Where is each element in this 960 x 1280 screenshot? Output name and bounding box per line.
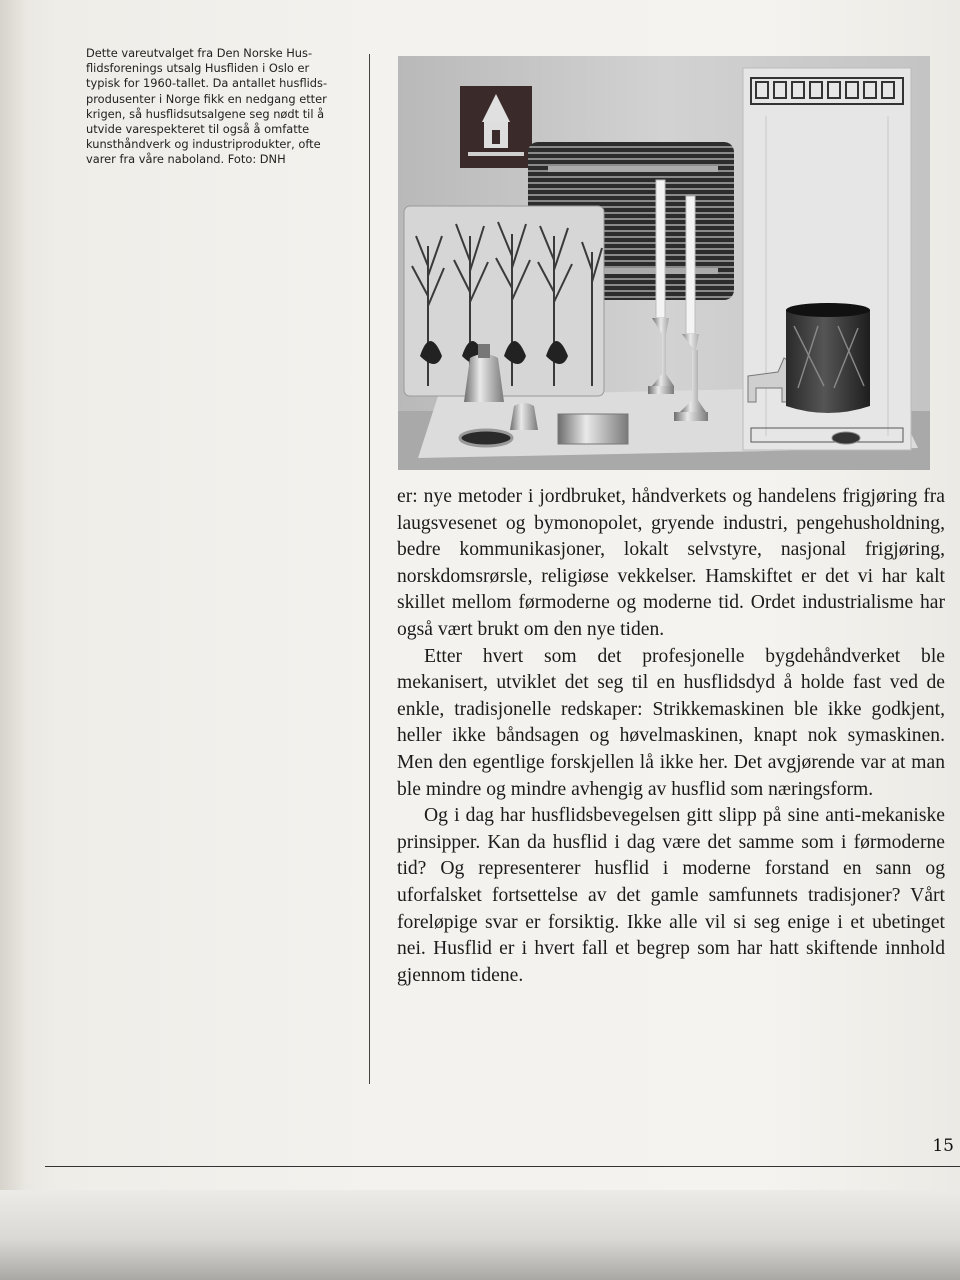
body-text [397, 484, 945, 989]
footer-rule [45, 1166, 960, 1167]
page-bottom-edge [0, 1190, 960, 1280]
caption-line: produsenter i Norge fikk en nedgang etter [86, 91, 327, 106]
page-gutter-shadow [0, 0, 26, 1280]
paragraph: er: nye metoder i jordbruket, håndverkets og handelens frigjøring fra laugsvesenet og bymonopolet, gryende industri, pengehusholdning, bedre kommunikasjoner, lokalt selvstyre, nasjonal frigjøring, norskdomsrørsle, religiøse vekkelser. Hamskiftet er det vi har kalt skillet mellom førmoderne og moderne tid. Ordet industrialisme har også vært brukt om den nye tiden. [397, 486, 945, 640]
caption-line: krigen, så husflidsutsalgene seg nødt til å [86, 106, 325, 121]
metal-box [558, 414, 628, 444]
ceramic-vase [786, 303, 870, 413]
paragraph: Og i dag har husflidsbevegelsen gitt slipp på sine anti-mekaniske prinsipper. Kan da husflid i dag være det samme som i førmoderne tid? Og representerer husflid i moderne forstand en sann og uforfalsket fortsettelse av det gamle samfunnets tradisjoner? Vårt foreløpige svar er forsiktig. Ikke alle vil si seg enige i et ubetinget nei. Husflid er i hvert fall et begrep som har hatt skiftende innhold gjennom tidene. [397, 805, 945, 986]
paragraph: Etter hvert som det profesjonelle bygdehåndverket ble mekanisert, utviklet det seg til en husflidsdyd å holde fast ved de enkle, tradisjonelle redskaper: Strikkemaskinen ble ikke godkjent, heller ikke båndsagen og høvelmaskinen, knapt nok symaskinen. Men den egentlige forskjellen lå ikke her. Det avgjørende var at man ble mindre og mindre avhengig av husflid som næringsform. [397, 645, 945, 800]
column-divider [369, 54, 370, 1084]
tapestry [460, 86, 532, 168]
tree-cushion [404, 206, 604, 396]
caption-line: utvide varespekteret til også å omfatte [86, 122, 310, 137]
photo-caption [86, 46, 358, 168]
caption-line: Dette vareutvalget fra Den Norske Hus- [86, 46, 313, 60]
caption-line: kunsthåndverk og industriprodukter, ofte [86, 137, 321, 152]
small-dish [832, 432, 860, 444]
bracelet [460, 430, 512, 446]
handicraft-display-photo [398, 56, 930, 470]
caption-line: varer fra våre naboland. Foto: DNH [86, 152, 286, 167]
page-number: 15 [932, 1136, 954, 1156]
caption-line: flidsforenings utsalg Husfliden i Oslo er [86, 61, 310, 76]
caption-line: typisk for 1960-tallet. Da antallet husflids- [86, 76, 328, 91]
